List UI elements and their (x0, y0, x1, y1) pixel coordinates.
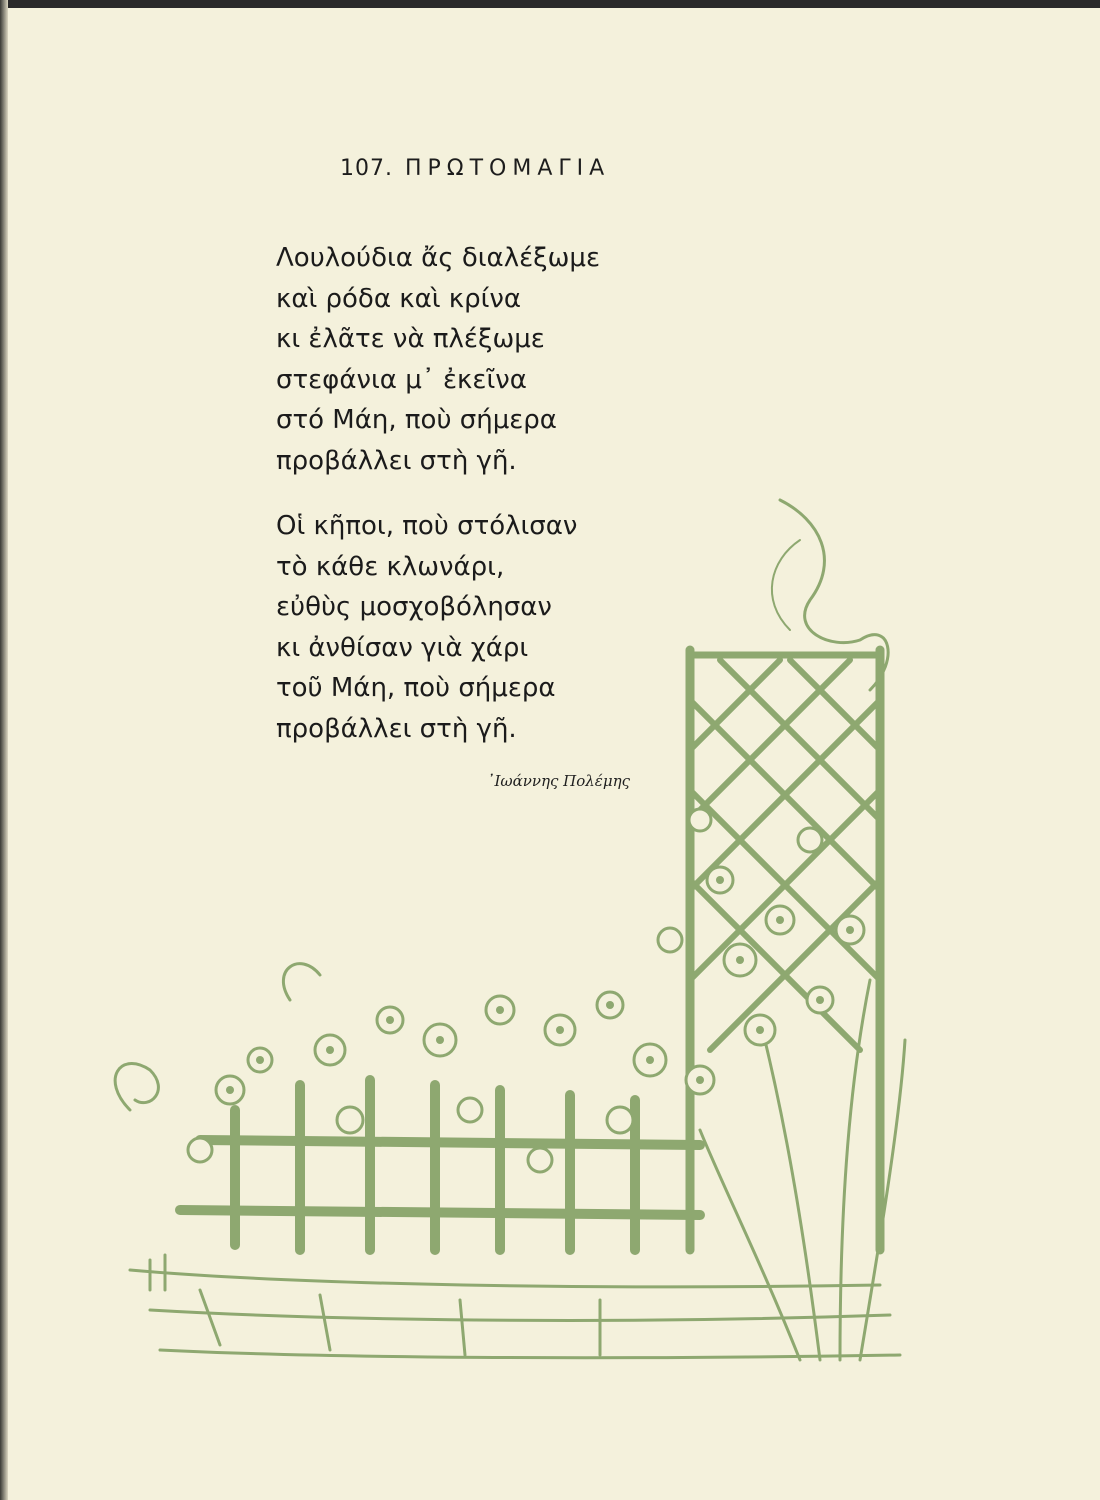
trellis-lattice (690, 660, 880, 1050)
page-binding-edge (0, 0, 8, 1500)
poem-line: προβάλλει στὴ γῆ. (276, 445, 517, 476)
garden-path (130, 1270, 900, 1358)
poem-number: 107. (340, 156, 393, 181)
poem-line: προβάλλει στὴ γῆ. (276, 713, 517, 744)
poem-line: κι ἀνθίσαν γιὰ χάρι (276, 632, 529, 663)
poem-line: Οἱ κῆποι, ποὺ στόλισαν (276, 511, 578, 541)
poem-line: στό Μάη, ποὺ σήμερα (276, 405, 557, 435)
vine (780, 500, 888, 690)
poem-line: τὸ κάθε κλωνάρι, (276, 551, 505, 582)
poem-line: τοῦ Μάη, ποὺ σήμερα (276, 673, 556, 703)
poem-heading (340, 156, 740, 181)
poem-line: στεφάνια μ᾽ ἐκεῖνα (276, 364, 527, 395)
poem-line: καὶ ρόδα καὶ κρίνα (276, 283, 522, 314)
poem-line: κι ἐλᾶτε νὰ πλέξωμε (276, 324, 545, 354)
tendril (115, 1064, 158, 1110)
poem-stanza-1 (276, 238, 600, 481)
garden-fence (180, 1080, 700, 1250)
poem-line: εὐθὺς μοσχοβόλησαν (276, 592, 552, 622)
page-top-border (0, 0, 1100, 8)
garden-illustration (90, 480, 910, 1370)
grass (150, 980, 905, 1360)
poem-author: ᾽Ιωάννης Πολέμης (487, 772, 630, 790)
poem-line: Λουλούδια ἄς διαλέξωμε (276, 243, 600, 273)
poem-title: ΠΡΩΤΟΜΑΓΙΑ (404, 156, 611, 181)
